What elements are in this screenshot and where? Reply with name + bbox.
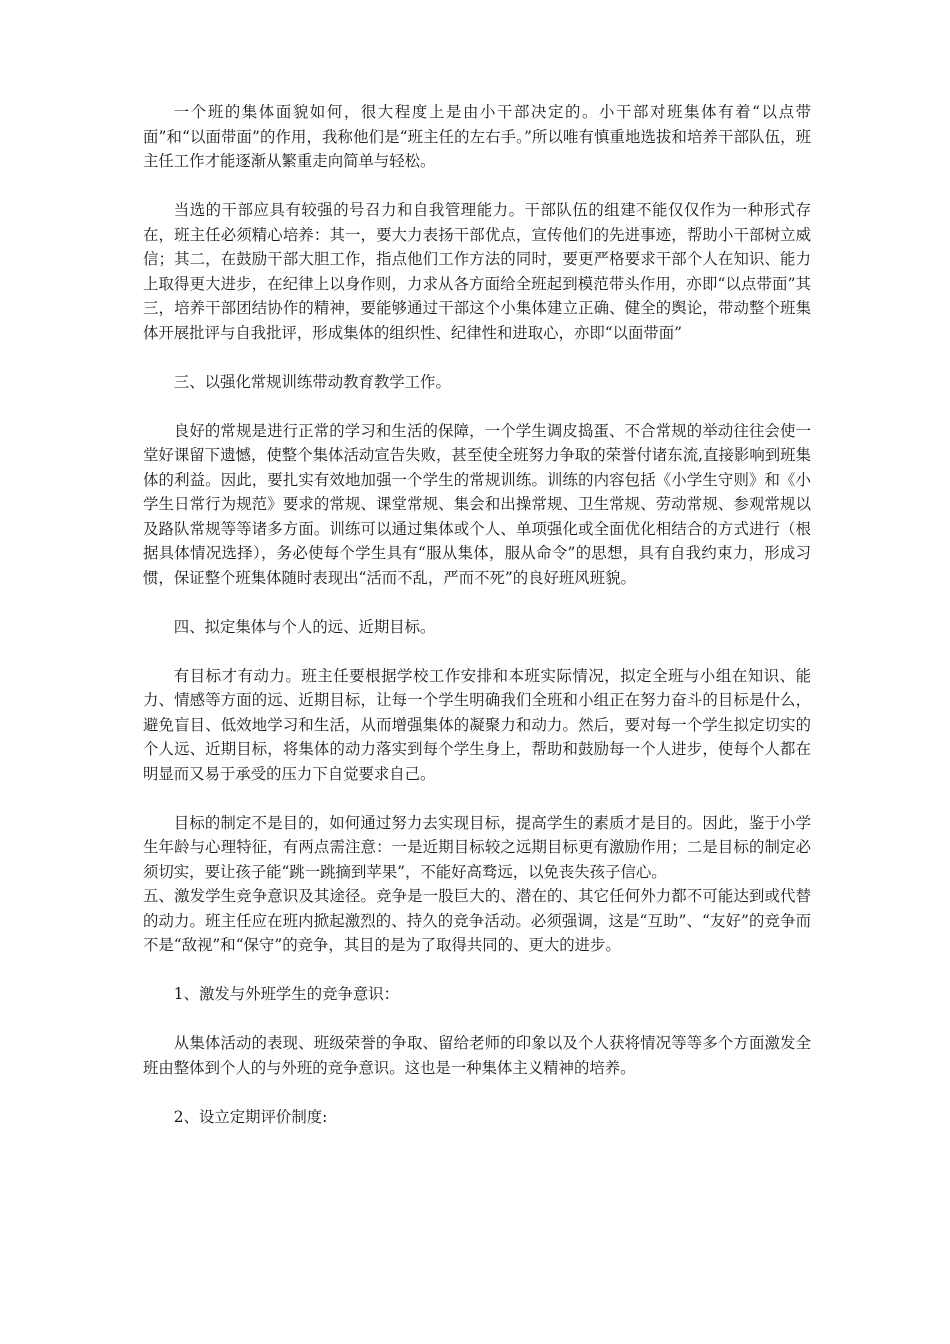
heading-section-four: 四、拟定集体与个人的远、近期目标。 <box>173 617 436 636</box>
paragraph-gap <box>143 1007 811 1032</box>
heading-section-five: 五、激发学生竞争意识及其途径。竞争是一股巨大的、潜在的、其它任何外力都不可能达到或代替的动力。班主任应在班内掀起激烈的、持久的竞争活动。必须强调，这是“互助”、“友好”的竞争而不是“敌视”和“保守”的竞争，其目的是为了取得共同的、更大的进步。 <box>143 887 811 954</box>
document-page <box>143 100 811 1129</box>
paragraph-gap <box>143 786 811 811</box>
paragraph-gap <box>143 174 811 199</box>
heading-item-one: 1、激发与外班学生的竞争意识： <box>173 985 400 1003</box>
paragraph-competition: 从集体活动的表现、班级荣誉的争取、留给老师的印象以及个人获将情况等等多个方面激发全班由整体到个人的与外班的竞争意识。这也是一种集体主义精神的培养。 <box>143 1034 811 1077</box>
paragraph-cadre-training: 当选的干部应具有较强的号召力和自我管理能力。干部队伍的组建不能仅仅作为一种形式存在，班主任必须精心培养：其一，要大力表扬干部优点，宣传他们的先进事迹，帮助小干部树立威信；其二，在鼓励干部大胆工作，指点他们工作方法的同时，要更严格要求干部个人在知识、能力上取得更大进步，在纪律上以身作则，力求从各方面给全班起到模范带头作用，亦即“以点带面”其三，培养干部团结协作的精神，要能够通过干部这个小集体建立正确、健全的舆论，带动整个班集体开展批评与自我批评，形成集体的组织性、纪律性和进取心，亦即“以面带面” <box>143 201 811 342</box>
paragraph-gap <box>143 958 811 983</box>
paragraph-gap <box>143 590 811 615</box>
paragraph-goal-setting: 目标的制定不是目的，如何通过努力去实现目标，提高学生的素质才是目的。因此，鉴于小学生年龄与心理特征，有两点需注意：一是近期目标较之远期目标更有激励作用；二是目标的制定必须切实，要让孩子能“跳一跳摘到苹果”，不能好高骛远，以免丧失孩子信心。 <box>143 813 811 881</box>
paragraph-gap <box>143 345 811 370</box>
heading-item-two: 2、设立定期评价制度: <box>173 1107 328 1126</box>
paragraph-routine-training: 良好的常规是进行正常的学习和生活的保障，一个学生调皮捣蛋、不合常规的举动往往会使一堂好课留下遗憾，使整个集体活动宣告失败，甚至使全班努力争取的荣誉付诸东流,直接影响到班集体的利益。因此，要扎实有效地加强一个学生的常规训练。训练的内容包括《小学生守则》和《小学生日常行为规范》要求的常规、课堂常规、集会和出操常规、卫生常规、劳动常规、参观常规以及路队常规等等诸多方面。训练可以通过集体或个人、单项强化或全面优化相结合的方式进行（根据具体情况选择），务必使每个学生具有“服从集体，服从命令”的思想，具有自我约束力，形成习惯，保证整个班集体随时表现出“活而不乱，严而不死”的良好班风班貌。 <box>143 421 811 587</box>
paragraph-gap <box>143 1080 811 1105</box>
heading-section-three: 三、以强化常规训练带动教育教学工作。 <box>173 372 451 391</box>
paragraph-gap <box>143 639 811 664</box>
paragraph-goals: 有目标才有动力。班主任要根据学校工作安排和本班实际情况，拟定全班与小组在知识、能力、情感等方面的远、近期目标，让每一个学生明确我们全班和小组正在努力奋斗的目标是什么，避免盲目、低效地学习和生活，从而增强集体的凝聚力和动力。然后，要对每一个学生拟定切实的个人远、近期目标，将集体的动力落实到每个学生身上，帮助和鼓励每一个人进步，使每个人都在明显而又易于承受的压力下自觉要求自己。 <box>143 666 811 783</box>
paragraph-cadre-role: 一个班的集体面貌如何，很大程度上是由小干部决定的。小干部对班集体有着“以点带面”和“以面带面”的作用，我称他们是“班主任的左右手。”所以唯有慎重地选拔和培养干部队伍，班主任工作才能逐渐从繁重走向简单与轻松。 <box>143 103 811 170</box>
paragraph-gap <box>143 394 811 419</box>
